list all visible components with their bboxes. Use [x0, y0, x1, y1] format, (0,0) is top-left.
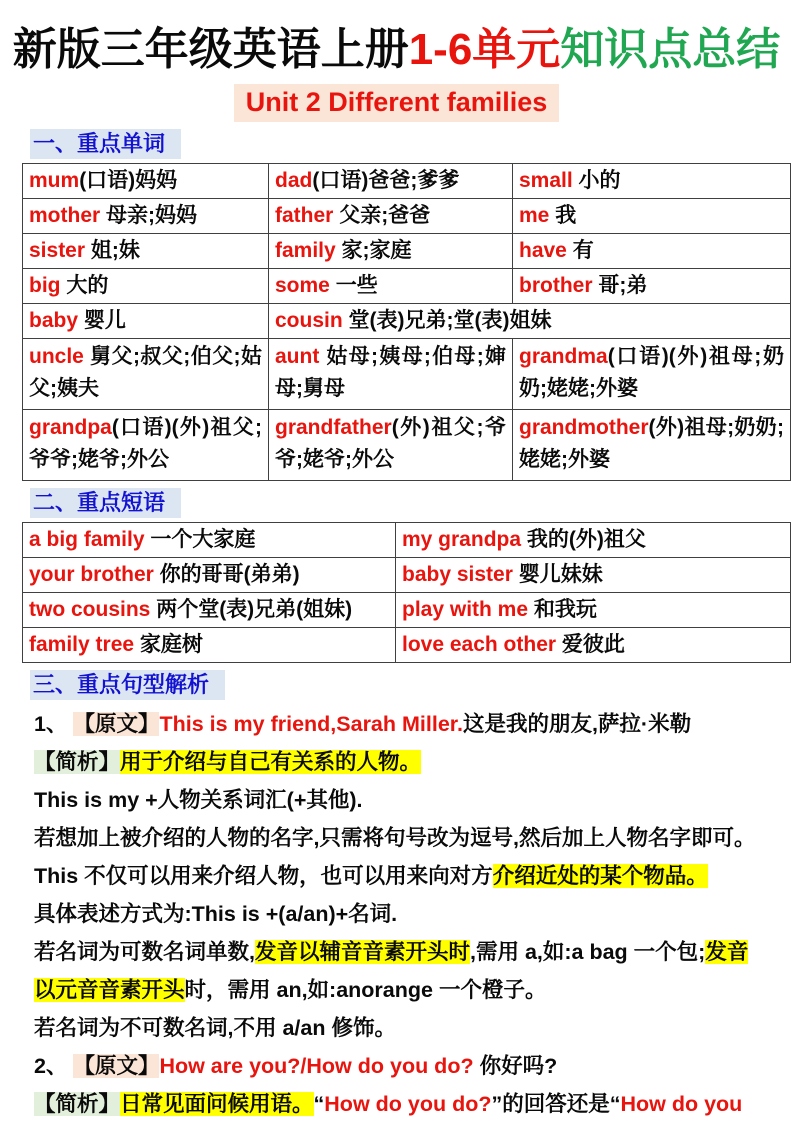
chinese-meaning: 婴儿妹妹: [512, 563, 603, 586]
table-cell: [23, 628, 396, 663]
phrase-table: [22, 522, 791, 663]
analysis-line: [34, 819, 779, 857]
table-cell: [396, 593, 791, 628]
chinese-meaning: 你的哥哥(弟弟): [153, 563, 300, 586]
table-cell: [23, 234, 269, 269]
table-cell: [513, 339, 791, 410]
chinese-meaning: 和我玩: [528, 598, 597, 621]
english-term: your brother: [29, 563, 154, 586]
word-table-body: [23, 164, 791, 481]
highlighted-text: 发音以辅音音素开头时: [254, 940, 470, 964]
title-part-black: 新版三年级英语上册: [12, 25, 409, 74]
analysis-line: [34, 857, 779, 895]
table-row: [23, 199, 791, 234]
section-row-phrases: [30, 488, 793, 518]
table-cell: [23, 339, 269, 410]
chinese-meaning: 母亲;妈妈: [100, 204, 198, 227]
plain-text: 2、: [34, 1054, 74, 1078]
plain-text: 时，需用 an,如:anorange 一个橙子。: [184, 978, 547, 1002]
title-part-red: 1-6单元: [408, 25, 561, 74]
analysis-line: [34, 743, 779, 781]
table-cell: [269, 339, 513, 410]
chinese-meaning: 姐;妹: [85, 239, 140, 262]
table-cell: [23, 593, 396, 628]
highlighted-text: 日常见面问候用语。: [120, 1092, 314, 1116]
analysis-line: [34, 933, 779, 971]
english-term: my grandpa: [402, 528, 522, 551]
chinese-meaning: 两个堂(表)兄弟(姐妹): [150, 598, 353, 621]
chinese-meaning: 堂(表)兄弟;堂(表)姐妹: [342, 309, 552, 332]
table-cell: [269, 199, 513, 234]
chinese-meaning: (外)祖父;爷爷;姥爷;外公: [275, 416, 506, 471]
plain-text: 1、: [34, 712, 74, 736]
chinese-meaning: 家;家庭: [335, 239, 412, 262]
table-cell: [269, 304, 791, 339]
section-heading-words: 一、重点单词: [30, 129, 181, 159]
english-term: big: [29, 274, 61, 297]
table-row: [23, 558, 791, 593]
word-table: [22, 163, 791, 481]
english-term: baby: [29, 309, 79, 332]
table-cell: [269, 410, 513, 481]
english-term: two cousins: [29, 598, 151, 621]
english-term: grandmother: [519, 416, 649, 439]
chinese-meaning: 一个大家庭: [144, 528, 256, 551]
table-cell: [269, 234, 513, 269]
english-term: grandpa: [29, 416, 112, 439]
table-cell: [23, 410, 269, 481]
chinese-meaning: 大的: [60, 274, 109, 297]
highlighted-text: 以元音音素开头: [34, 978, 185, 1002]
table-cell: [23, 199, 269, 234]
chinese-meaning: 婴儿: [78, 309, 126, 332]
english-term: small: [519, 169, 573, 192]
plain-text: This is my +人物关系词汇(+其他).: [34, 788, 363, 812]
chinese-meaning: 我: [549, 204, 577, 227]
table-cell: [269, 269, 513, 304]
highlighted-text: 介绍近处的某个物品。: [492, 864, 708, 888]
table-cell: [513, 410, 791, 481]
chinese-meaning: 小的: [572, 169, 621, 192]
english-term: some: [275, 274, 330, 297]
chinese-meaning: 舅父;叔父;伯父;姑父;姨夫: [29, 345, 262, 400]
table-cell: [396, 523, 791, 558]
section-row-words: [30, 129, 793, 159]
chinese-meaning: 姑母;姨母;伯母;婶母;舅母: [275, 345, 506, 400]
table-cell: [269, 164, 513, 199]
english-term: aunt: [275, 345, 320, 368]
plain-text: ”的回答还是“: [491, 1092, 621, 1116]
sentence-analysis: [34, 705, 779, 1122]
title-part-green: 知识点总结: [560, 25, 781, 74]
plain-text: 若名词为不可数名词,不用 a/an 修饰。: [34, 1016, 396, 1040]
chinese-meaning: (外)祖母;奶奶;姥姥;外婆: [519, 416, 784, 471]
table-row: [23, 234, 791, 269]
analysis-line: [34, 705, 779, 743]
english-term: brother: [519, 274, 593, 297]
chinese-meaning: 我的(外)祖父: [521, 528, 646, 551]
plain-text: 这是我的朋友,萨拉·米勒: [462, 712, 692, 736]
table-row: [23, 523, 791, 558]
table-cell: [513, 234, 791, 269]
plain-text: “: [313, 1092, 325, 1116]
chinese-meaning: 一些: [329, 274, 378, 297]
chinese-meaning: (口语)(外)祖母;奶奶;姥姥;外婆: [519, 345, 784, 400]
chinese-meaning: 有: [566, 239, 594, 262]
brief-label: 【简析】: [34, 750, 121, 774]
table-row: [23, 410, 791, 481]
table-cell: [396, 628, 791, 663]
plain-text: 若想加上被介绍的人物的名字,只需将句号改为逗号,然后加上人物名字即可。: [34, 826, 756, 850]
chinese-meaning: (口语)妈妈: [79, 169, 178, 192]
chinese-meaning: 爱彼此: [556, 633, 625, 656]
table-row: [23, 339, 791, 410]
plain-text: This 不仅可以用来介绍人物，也可以用来向对方: [34, 864, 493, 888]
chinese-meaning: 哥;弟: [592, 274, 648, 297]
table-cell: [23, 304, 269, 339]
origin-label: 【原文】: [73, 1054, 160, 1078]
page-title: [0, 0, 793, 76]
analysis-line: [34, 895, 779, 933]
plain-text: 若名词为可数名词单数,: [34, 940, 255, 964]
section-heading-patterns: 三、重点句型解析: [30, 670, 225, 700]
chinese-meaning: (口语)爸爸;爹爹: [312, 169, 460, 192]
english-term: mother: [29, 204, 101, 227]
section-row-patterns: [30, 670, 793, 700]
english-term: family: [275, 239, 336, 262]
english-term: uncle: [29, 345, 84, 368]
table-row: [23, 269, 791, 304]
english-sentence: This is my friend,Sarah Miller.: [159, 712, 463, 736]
origin-label: 【原文】: [73, 712, 160, 736]
table-row: [23, 164, 791, 199]
table-row: [23, 593, 791, 628]
english-term: grandma: [519, 345, 608, 368]
subtitle-row: [0, 84, 793, 122]
table-cell: [23, 523, 396, 558]
chinese-meaning: (口语)(外)祖父;爷爷;姥爷;外公: [29, 416, 262, 471]
english-term: father: [275, 204, 334, 227]
english-term: dad: [275, 169, 313, 192]
table-cell: [23, 269, 269, 304]
brief-label: 【简析】: [34, 1092, 121, 1116]
english-term: family tree: [29, 633, 135, 656]
english-sentence: How do you: [620, 1092, 743, 1116]
table-cell: [396, 558, 791, 593]
table-cell: [513, 269, 791, 304]
table-row: [23, 628, 791, 663]
table-cell: [513, 199, 791, 234]
table-cell: [513, 164, 791, 199]
section-heading-phrases: 二、重点短语: [30, 488, 181, 518]
english-term: play with me: [402, 598, 529, 621]
chinese-meaning: 家庭树: [134, 633, 203, 656]
english-term: love each other: [402, 633, 557, 656]
english-term: baby sister: [402, 563, 513, 586]
english-term: a big family: [29, 528, 145, 551]
unit-subtitle: Unit 2 Different families: [234, 84, 560, 122]
analysis-line: [34, 1009, 779, 1047]
table-cell: [23, 558, 396, 593]
english-term: mum: [29, 169, 80, 192]
table-row: [23, 304, 791, 339]
analysis-line: [34, 1047, 779, 1085]
analysis-line: [34, 781, 779, 819]
english-term: grandfather: [275, 416, 392, 439]
plain-text: 你好吗?: [479, 1054, 558, 1078]
english-sentence: How are you?/How do you do?: [159, 1054, 480, 1078]
analysis-line: [34, 971, 779, 1009]
plain-text: 具体表述方式为:This is +(a/an)+名词.: [34, 902, 398, 926]
analysis-line: [34, 1085, 779, 1122]
table-cell: [23, 164, 269, 199]
highlighted-text: 用于介绍与自己有关系的人物。: [120, 750, 422, 774]
english-term: me: [519, 204, 550, 227]
phrase-table-body: [23, 523, 791, 663]
chinese-meaning: 父亲;爸爸: [333, 204, 431, 227]
english-term: have: [519, 239, 567, 262]
highlighted-text: 发音: [705, 940, 749, 964]
english-term: cousin: [275, 309, 343, 332]
english-sentence: How do you do?: [324, 1092, 492, 1116]
plain-text: ,需用 a,如:a bag 一个包;: [470, 940, 706, 964]
english-term: sister: [29, 239, 86, 262]
